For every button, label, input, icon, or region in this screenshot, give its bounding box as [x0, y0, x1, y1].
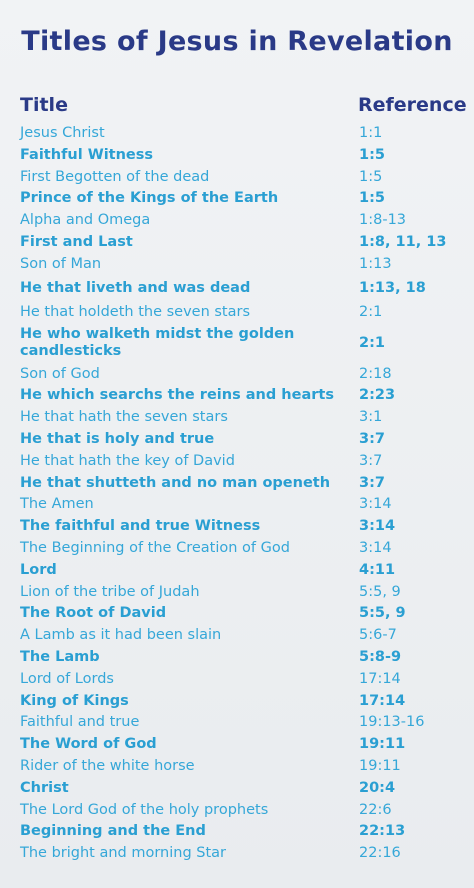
row-reference: 17:14 — [359, 670, 401, 687]
row-reference: 1:8, 11, 13 — [359, 234, 447, 250]
row-title: The Lamb — [20, 649, 100, 665]
row-reference: 4:11 — [359, 561, 396, 578]
row-reference: 19:13-16 — [359, 714, 425, 731]
row-title: Alpha and Omega — [20, 212, 151, 229]
row-title: He that holdeth the seven stars — [20, 303, 251, 320]
row-title: Faithful and true — [20, 714, 140, 731]
row-title: The Root of David — [20, 605, 167, 622]
row-reference: 3:1 — [359, 409, 383, 426]
row-title: Beginning and the End — [20, 823, 206, 840]
row-title: Christ — [20, 779, 69, 796]
row-reference: 19:11 — [359, 758, 401, 774]
row-title: Prince of the Kings of the Earth — [20, 190, 279, 207]
row-title: The Amen — [20, 496, 94, 513]
row-reference: 1:5 — [359, 190, 385, 207]
row-title: The Beginning of the Creation of God — [20, 540, 290, 556]
row-reference: 5:5, 9 — [359, 583, 401, 600]
row-reference: 1:13, 18 — [359, 279, 426, 296]
page-title: Titles of Jesus in Revelation — [21, 26, 453, 57]
row-reference: 3:14 — [359, 518, 396, 535]
row-reference: 3:14 — [359, 540, 392, 556]
row-reference: 19:11 — [359, 736, 406, 753]
row-reference: 22:6 — [359, 801, 392, 818]
row-title: Rider of the white horse — [20, 758, 195, 774]
row-reference: 5:5, 9 — [359, 605, 406, 622]
row-reference: 3:7 — [359, 431, 385, 447]
row-reference: 20:4 — [359, 779, 396, 796]
row-reference: 1:13 — [359, 255, 392, 272]
row-title: King of Kings — [20, 692, 129, 709]
row-title: The Lord God of the holy prophets — [20, 801, 269, 818]
row-reference: 5:6-7 — [359, 627, 397, 644]
row-title: He who walketh midst the golden candlesticks — [20, 325, 295, 359]
row-reference: 1:1 — [359, 125, 383, 141]
row-title: Lord of Lords — [20, 670, 114, 687]
row-title: Son of God — [20, 365, 100, 382]
row-reference: 3:7 — [359, 452, 383, 469]
row-title: The bright and morning Star — [20, 845, 227, 862]
row-title: A Lamb as it had been slain — [20, 627, 222, 644]
row-reference: 2:1 — [359, 334, 385, 351]
row-title: He that shutteth and no man openeth — [20, 474, 331, 491]
row-title: Son of Man — [20, 255, 102, 272]
row-reference: 22:16 — [359, 845, 401, 862]
row-title: The Word of God — [20, 736, 157, 753]
column-header-title: Title — [20, 94, 68, 116]
row-reference: 5:8-9 — [359, 649, 402, 665]
row-reference: 1:5 — [359, 168, 383, 185]
row-title: The faithful and true Witness — [20, 518, 261, 535]
row-title: First and Last — [20, 234, 133, 250]
row-title: He that hath the key of David — [20, 452, 235, 469]
row-reference: 1:8-13 — [359, 212, 407, 229]
column-header-reference: Reference — [358, 94, 467, 116]
row-title: First Begotten of the dead — [20, 168, 210, 185]
row-title: He that is holy and true — [20, 431, 215, 447]
row-title: He that hath the seven stars — [20, 409, 228, 426]
row-title: He which searchs the reins and hearts — [20, 387, 334, 404]
row-reference: 1:5 — [359, 146, 385, 163]
row-reference: 2:18 — [359, 365, 392, 382]
row-title: Faithful Witness — [20, 146, 154, 163]
row-title: He that liveth and was dead — [20, 279, 251, 296]
row-title: Lord — [20, 561, 57, 578]
row-title: Lion of the tribe of Judah — [20, 583, 200, 600]
row-reference: 17:14 — [359, 692, 406, 709]
row-reference: 3:7 — [359, 474, 385, 491]
row-reference: 2:23 — [359, 387, 396, 404]
row-reference: 3:14 — [359, 496, 392, 513]
row-title: Jesus Christ — [20, 125, 105, 141]
row-reference: 22:13 — [359, 823, 406, 840]
row-reference: 2:1 — [359, 303, 383, 320]
